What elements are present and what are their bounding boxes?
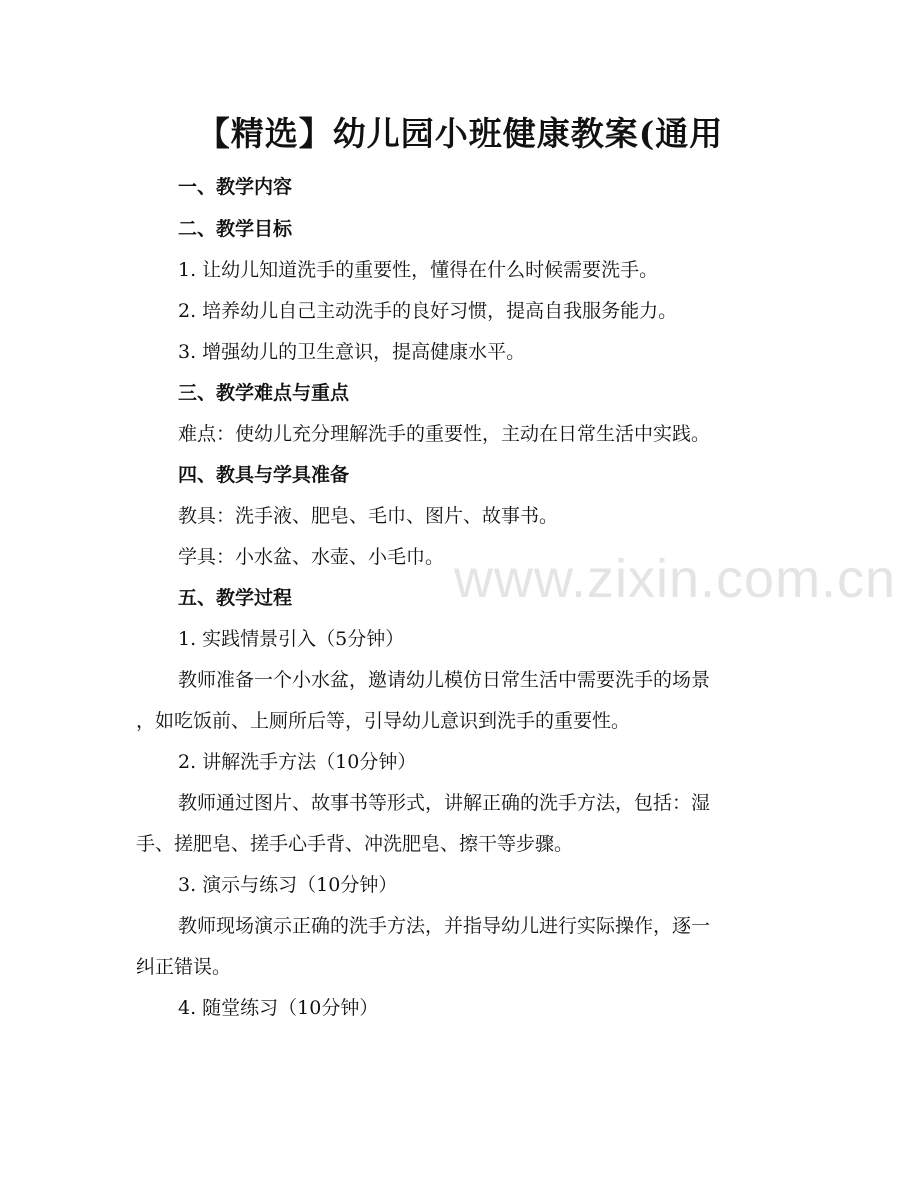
teacher-materials: 教具：洗手液、肥皂、毛巾、图片、故事书。 <box>178 505 559 527</box>
process-step-1-heading: 1. 实践情景引入（5分钟） <box>178 628 405 650</box>
process-step-2-text-line-1: 教师通过图片、故事书等形式，讲解正确的洗手方法，包括：湿 <box>178 792 711 814</box>
section-heading-objectives: 二、教学目标 <box>178 218 293 240</box>
student-materials: 学具：小水盆、水壶、小毛巾。 <box>178 546 445 568</box>
process-step-1-text-line-2: ，如吃饭前、上厕所后等，引导幼儿意识到洗手的重要性。 <box>136 710 631 732</box>
difficulty-paragraph: 难点：使幼儿充分理解洗手的重要性，主动在日常生活中实践。 <box>178 423 711 445</box>
process-step-2-text-line-2: 手、搓肥皂、搓手心手背、冲洗肥皂、擦干等步骤。 <box>136 833 574 855</box>
section-heading-materials: 四、教具与学具准备 <box>178 464 350 486</box>
section-heading-difficulties: 三、教学难点与重点 <box>178 382 350 404</box>
process-step-3-heading: 3. 演示与练习（10分钟） <box>178 874 398 896</box>
process-step-2-heading: 2. 讲解洗手方法（10分钟） <box>178 751 417 773</box>
objective-item-2: 2. 培养幼儿自己主动洗手的良好习惯，提高自我服务能力。 <box>178 300 678 322</box>
process-step-1-text-line-1: 教师准备一个小水盆，邀请幼儿模仿日常生活中需要洗手的场景 <box>178 669 711 691</box>
objective-item-1: 1. 让幼儿知道洗手的重要性，懂得在什么时候需要洗手。 <box>178 259 659 281</box>
document-title: 【精选】幼儿园小班健康教案(通用 <box>196 114 724 153</box>
objective-item-3: 3. 增强幼儿的卫生意识，提高健康水平。 <box>178 341 526 363</box>
section-heading-process: 五、教学过程 <box>178 587 293 609</box>
process-step-3-text-line-2: 纠正错误。 <box>136 956 232 978</box>
watermark: www.zixin.com.cn <box>454 549 897 609</box>
section-heading-content: 一、教学内容 <box>178 176 293 198</box>
process-step-4-heading: 4. 随堂练习（10分钟） <box>178 997 379 1019</box>
process-step-3-text-line-1: 教师现场演示正确的洗手方法，并指导幼儿进行实际操作，逐一 <box>178 915 711 937</box>
